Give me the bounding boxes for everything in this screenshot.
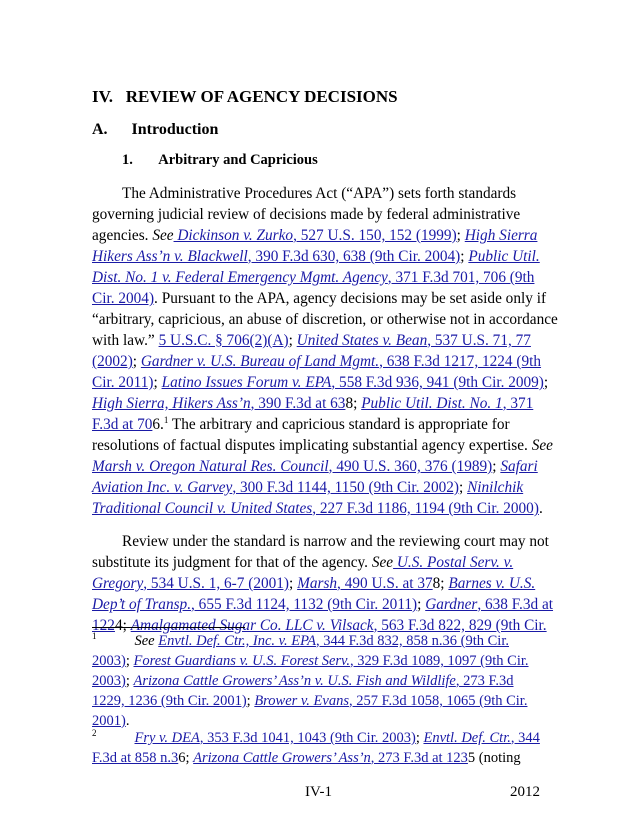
citation-link[interactable]: Dep’t of Transp. bbox=[92, 596, 192, 613]
body-text: ; bbox=[125, 653, 134, 669]
body-text: resolutions of factual disputes implicating substantial agency expertise. bbox=[92, 437, 532, 454]
body-text: The Administrative Procedures Act (“APA”) sets forth standards bbox=[122, 185, 517, 202]
citation-link[interactable]: , 257 F.3d 1058, 1065 (9th Cir. bbox=[348, 693, 528, 709]
body-text: ; bbox=[132, 353, 141, 370]
body-text: substitute its judgment for that of the agency. bbox=[92, 554, 372, 571]
citation-link[interactable]: Public Util. bbox=[468, 248, 540, 265]
body-text: 5 (noting bbox=[467, 750, 521, 766]
citation-link[interactable]: Fry v. DEA bbox=[134, 730, 200, 746]
body-text: with law.” bbox=[92, 332, 159, 349]
citation-link[interactable]: Aviation Inc. v. Garvey bbox=[92, 479, 233, 496]
citation-link[interactable]: Arizona Cattle Growers’ Ass’n bbox=[193, 750, 371, 766]
citation-link[interactable]: Cir. 2011) bbox=[92, 374, 154, 391]
citation-link[interactable]: , 344 bbox=[510, 730, 540, 746]
citation-link[interactable]: Envtl. Def. Ctr. bbox=[423, 730, 511, 746]
citation-link[interactable]: , 300 F.3d 1144, 1150 (9th Cir. 2002) bbox=[232, 479, 459, 496]
body-text: ; bbox=[246, 693, 255, 709]
citation-link[interactable]: , 273 F.3d at 123 bbox=[370, 750, 468, 766]
citation-link[interactable]: High Sierra, Hikers Ass’n bbox=[92, 395, 251, 412]
citation-link[interactable]: 122 bbox=[92, 617, 115, 634]
citation-link[interactable]: , 490 U.S. 360, 376 (1989) bbox=[328, 458, 493, 475]
citation-link[interactable]: Dist. No. 1 v. Federal Emergency Mgmt. Agency bbox=[92, 269, 388, 286]
citation-link[interactable]: , 344 F.3d 832, 858 n.36 (9th Cir. bbox=[315, 633, 509, 649]
citation-link[interactable]: , 563 F.3d 822, 829 (9th Cir. bbox=[373, 617, 547, 634]
signal-text: See bbox=[371, 554, 394, 571]
body-text: ; bbox=[492, 458, 501, 475]
body-text: ; bbox=[289, 575, 298, 592]
citation-link[interactable]: , 638 F.3d at bbox=[477, 596, 554, 613]
citation-link[interactable]: High Sierra bbox=[464, 227, 538, 244]
citation-link[interactable]: Ninilchik bbox=[467, 479, 524, 496]
citation-link[interactable]: , 371 bbox=[502, 395, 534, 412]
citation-link[interactable]: Traditional Council v. United States bbox=[92, 500, 313, 517]
citation-link[interactable]: Latino Issues Forum v. EPA bbox=[161, 374, 332, 391]
footnote-number: 2 bbox=[92, 728, 97, 739]
citation-link[interactable]: , 655 F.3d 1124, 1132 (9th Cir. 2011) bbox=[191, 596, 418, 613]
citation-link[interactable]: , 371 F.3d 701, 706 (9th bbox=[387, 269, 535, 286]
citation-link[interactable]: Marsh bbox=[297, 575, 338, 592]
citation-link[interactable]: , 527 U.S. 150, 152 (1999) bbox=[293, 227, 457, 244]
citation-link[interactable]: U.S. Postal Serv. v. bbox=[393, 554, 514, 571]
body-text: ; bbox=[459, 479, 468, 496]
citation-link[interactable]: Arizona Cattle Growers’ Ass’n v. U.S. Fish and Wildlife bbox=[133, 673, 456, 689]
citation-link[interactable]: Barnes v. U.S. bbox=[448, 575, 536, 592]
citation-link[interactable]: , 558 F.3d 936, 941 (9th Cir. 2009) bbox=[331, 374, 544, 391]
body-text: . bbox=[125, 713, 130, 729]
body-text: “arbitrary, capricious, an abuse of discretion, or otherwise not in accordance bbox=[92, 311, 558, 328]
citation-link[interactable]: , 537 U.S. 71, 77 bbox=[427, 332, 531, 349]
citation-link[interactable]: F.3d at 70 bbox=[92, 416, 153, 433]
body-text: governing judicial review of decisions made by federal administrative bbox=[92, 206, 521, 223]
citation-link[interactable]: , 390 F.3d at 63 bbox=[250, 395, 346, 412]
body-text: ; bbox=[543, 374, 549, 391]
citation-link[interactable]: 2001) bbox=[92, 713, 126, 729]
body-text: 6. bbox=[152, 416, 164, 433]
citation-link[interactable]: , 329 F.3d 1089, 1097 (9th Cir. bbox=[350, 653, 529, 669]
citation-link[interactable]: , 227 F.3d 1186, 1194 (9th Cir. 2000) bbox=[312, 500, 539, 517]
citation-link[interactable]: , 490 U.S. at 37 bbox=[337, 575, 433, 592]
body-text: ; bbox=[153, 374, 162, 391]
citation-link[interactable]: Amalgamated Sugar Co. LLC v. Vilsack bbox=[130, 617, 374, 634]
citation-link[interactable]: 2003) bbox=[92, 653, 126, 669]
body-text: 4; bbox=[114, 617, 131, 634]
section-heading: IV. REVIEW OF AGENCY DECISIONS bbox=[92, 87, 398, 106]
body-text: The arbitrary and capricious standard is appropriate for bbox=[168, 416, 510, 433]
citation-link[interactable]: (2002) bbox=[92, 353, 133, 370]
footnote-number: 1 bbox=[92, 631, 97, 642]
citation-link[interactable]: 5 U.S.C. § 706(2)(A) bbox=[158, 332, 289, 349]
citation-link[interactable]: Brower v. Evans bbox=[254, 693, 349, 709]
footnote-separator bbox=[92, 627, 245, 628]
subsubsection-heading: 1. Arbitrary and Capricious bbox=[122, 152, 318, 168]
footnote-ref: 1 bbox=[163, 414, 169, 425]
citation-link[interactable]: , 273 F.3d bbox=[455, 673, 514, 689]
citation-link[interactable]: , 353 F.3d 1041, 1043 (9th Cir. 2003) bbox=[199, 730, 416, 746]
body-text: ; bbox=[417, 596, 426, 613]
body-text: ; bbox=[456, 227, 465, 244]
citation-link[interactable]: Safari bbox=[500, 458, 538, 475]
body-text: Review under the standard is narrow and the reviewing court may not bbox=[122, 533, 549, 550]
body-text: 8; bbox=[432, 575, 449, 592]
citation-link[interactable]: Envtl. Def. Ctr., Inc. v. EPA bbox=[158, 633, 316, 649]
citation-link[interactable]: United States v. Bean bbox=[296, 332, 428, 349]
citation-link[interactable]: Gardner bbox=[425, 596, 478, 613]
citation-link[interactable]: F.3d at 858 n.3 bbox=[92, 750, 179, 766]
body-text: ; bbox=[288, 332, 297, 349]
citation-link[interactable]: Marsh v. Oregon Natural Res. Council bbox=[92, 458, 329, 475]
citation-link[interactable]: Public Util. Dist. No. 1 bbox=[361, 395, 503, 412]
citation-link[interactable]: Cir. 2004) bbox=[92, 290, 155, 307]
citation-link[interactable]: Gardner v. U.S. Bureau of Land Mgmt. bbox=[140, 353, 380, 370]
body-text: . Pursuant to the APA, agency decisions may be set aside only if bbox=[154, 290, 547, 307]
citation-link[interactable]: , 638 F.3d 1217, 1224 (9th bbox=[379, 353, 542, 370]
page-number: IV-1 bbox=[305, 784, 332, 800]
body-text: 8; bbox=[345, 395, 362, 412]
body-text: . bbox=[538, 500, 543, 517]
citation-link[interactable]: Gregory bbox=[92, 575, 144, 592]
citation-link[interactable]: Hikers Ass’n v. Blackwell bbox=[92, 248, 248, 265]
signal-text: See bbox=[134, 633, 159, 649]
signal-text: See bbox=[152, 227, 174, 244]
body-text: 6; bbox=[178, 750, 194, 766]
citation-link[interactable]: Forest Guardians v. U.S. Forest Serv. bbox=[133, 653, 351, 669]
body-text: agencies. bbox=[92, 227, 153, 244]
citation-link[interactable]: Dickinson v. Zurko bbox=[173, 227, 294, 244]
signal-text: See bbox=[531, 437, 553, 454]
citation-link[interactable]: 2003) bbox=[92, 673, 126, 689]
footer-year: 2012 bbox=[510, 784, 540, 800]
citation-link[interactable]: 1229, 1236 (9th Cir. 2001) bbox=[92, 693, 247, 709]
citation-link[interactable]: , 534 U.S. 1, 6-7 (2001) bbox=[143, 575, 290, 592]
subsection-heading: A. Introduction bbox=[92, 121, 219, 138]
body-text: ; bbox=[460, 248, 469, 265]
citation-link[interactable]: , 390 F.3d 630, 638 (9th Cir. 2004) bbox=[247, 248, 461, 265]
body-text: ; bbox=[415, 730, 424, 746]
body-text: ; bbox=[125, 673, 134, 689]
